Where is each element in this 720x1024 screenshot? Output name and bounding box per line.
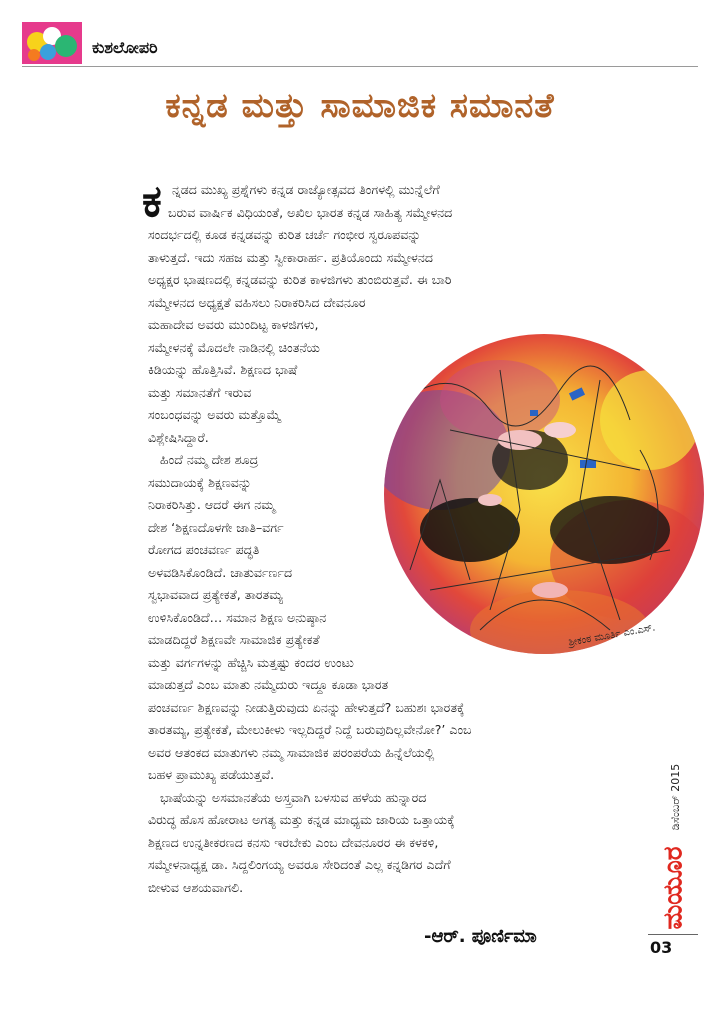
body-line: ಮತ್ತು ಸಮಾನತೆಗೆ ಇರುವ (148, 384, 252, 400)
article-author: -ಆರ್. ಪೂರ್ಣಿಮಾ (424, 926, 537, 947)
magazine-logo (652, 842, 696, 934)
body-line: ಭಾಷೆಯನ್ನು ಅಸಮಾನತೆಯ ಅಸ್ತ್ರವಾಗಿ ಬಳಸುವ ಹಳೆಯ ಹುನ್ನಾರದ (160, 789, 427, 805)
body-line: ಅವರ ಆತಂಕದ ಮಾತುಗಳು ನಮ್ಮ ಸಾಮಾಜಿಕ ಪರಂಪರೆಯ ಹಿನ್ನೆಲೆಯಲ್ಲಿ (148, 744, 435, 760)
body-line: ಶಿಕ್ಷಣದ ಉನ್ನತೀಕರಣದ ಕನಸು ಇರಬೇಕು ಎಂಬ ದೇವನೂರರ ಈ ಕಳಕಳಿ, (148, 834, 439, 850)
body-line: ಕಿಡಿಯನ್ನು ಹೊತ್ತಿಸಿವೆ. ಶಿಕ್ಷಣದ ಭಾಷೆ (148, 362, 298, 377)
article-title: ಕನ್ನಡ ಮತ್ತು ಸಾಮಾಜಿಕ ಸಮಾನತೆ (165, 86, 555, 126)
section-label: ಕುಶಲೋಪರಿ (92, 38, 158, 57)
body-line: ಮಹಾದೇವ ಅವರು ಮುಂದಿಟ್ಟ ಕಾಳಜಿಗಳು, (148, 317, 319, 332)
body-line: ನ್ನಡದ ಮುಖ್ಯ ಪ್ರಶ್ನೆಗಳು ಕನ್ನಡ ರಾಜ್ಯೋತ್ಸವದ ತಿಂಗಳಲ್ಲಿ ಮುನ್ನೆಲೆಗೆ (172, 182, 440, 197)
page-number-rule (648, 934, 698, 935)
body-line: ರೋಗದ ಪಂಚವರ್ಣ ಪದ್ಧತಿ (148, 542, 260, 557)
issue-date: ಡಿಸೆಂಬರ್ 2015 (669, 763, 682, 831)
body-line: ಮಾಡದಿದ್ದರೆ ಶಿಕ್ಷಣವೇ ಸಾಮಾಜಿಕ ಪ್ರತ್ಯೇಕತೆ (148, 632, 320, 647)
svg-text:ಮಯೂರ: ಮಯೂರ (658, 846, 689, 930)
body-line: ಮತ್ತು ವರ್ಗಗಳನ್ನು ಹೆಚ್ಚಿಸಿ ಮತ್ತಷ್ಟು ಕಂದರ ಉಂಟು (148, 654, 354, 670)
body-line: ಸಂಬಂಧವನ್ನು ಅವರು ಮತ್ತೊಮ್ಮೆ (148, 407, 281, 422)
body-line: ತಾಳುತ್ತದೆ. ಇದು ಸಹಜ ಮತ್ತು ಸ್ವೀಕಾರಾರ್ಹ. ಪ್ರತಿಯೊಂದು ಸಮ್ಮೇಳನದ (148, 249, 433, 265)
body-line: ಸಮ್ಮೇಳನದ ಅಧ್ಯಕ್ಷತೆ ವಹಿಸಲು ನಿರಾಕರಿಸಿದ ದೇವನೂರ (148, 294, 366, 310)
body-line: ದೇಶ ‘ಶಿಕ್ಷಣದೊಳಗೇ ಜಾತಿ–ವರ್ಗ (148, 519, 284, 535)
body-line: ಅಳವಡಿಸಿಕೊಂಡಿದೆ. ಚಾತುರ್ವರ್ಣದ (148, 564, 293, 580)
body-line: ವಿಶ್ಲೇಷಿಸಿದ್ದಾರೆ. (148, 429, 209, 445)
abstract-illustration (380, 330, 708, 658)
body-line: ಸಮ್ಮೇಳನಕ್ಕೆ ಮೊದಲೇ ನಾಡಿನಲ್ಲಿ ಚಿಂತನೆಯ (148, 339, 320, 355)
body-line: ಸಮ್ಮೇಳನಾಧ್ಯಕ್ಷ ಡಾ. ಸಿದ್ದಲಿಂಗಯ್ಯ ಅವರೂ ಸೇರಿದಂತೆ ಎಲ್ಲ ಕನ್ನಡಿಗರ ಎದೆಗೆ (148, 857, 451, 872)
body-line: ತಾರತಮ್ಯ, ಪ್ರತ್ಯೇಕತೆ, ಮೇಲುಕೀಳು ಇಲ್ಲದಿದ್ದರೆ ನಿದ್ದೆ ಬರುವುದಿಲ್ಲವೇನೋ?’ ಎಂಬ (148, 722, 472, 737)
body-line: ಹಿಂದೆ ನಮ್ಮ ದೇಶ ಶೂದ್ರ (160, 452, 259, 467)
body-line: ಬೀಳುವ ಆಶಯವಾಗಲಿ. (148, 879, 244, 895)
body-line: ನಿರಾಕರಿಸಿತ್ತು. ಆದರೆ ಈಗ ನಮ್ಮ (148, 497, 275, 512)
illustration-credit: ಶ್ರೀಕಂಠ ಮೂರ್ತಿ ಎಂ.ಎಸ್. (567, 622, 657, 649)
body-line: ಬರುವ ವಾರ್ಷಿಕ ವಿಧಿಯಂತೆ, ಅಖಿಲ ಭಾರತ ಕನ್ನಡ ಸಾಹಿತ್ಯ ಸಮ್ಮೇಳನದ (168, 204, 453, 220)
body-line: ಉಳಿಸಿಕೊಂಡಿದೆ… ಸಮಾನ ಶಿಕ್ಷಣ ಅನುಷ್ಠಾನ (148, 609, 327, 625)
body-line: ಸ್ವಭಾವವಾದ ಪ್ರತ್ಯೇಕತೆ, ತಾರತಮ್ಯ (148, 587, 283, 602)
body-line: ಪಂಚವರ್ಣ ಶಿಕ್ಷಣವನ್ನು ನೀಡುತ್ತಿರುವುದು ಏನನ್ನು ಹೇಳುತ್ತದೆ? ಬಹುಶಃ ಭಾರತಕ್ಕೆ (148, 699, 465, 715)
body-line: ಸಮುದಾಯಕ್ಕೆ ಶಿಕ್ಷಣವನ್ನು (148, 474, 252, 490)
drop-cap: ಕ (142, 176, 162, 227)
body-line: ವಿರುದ್ಧ ಹೊಸ ಹೋರಾಟ ಅಗತ್ಯ ಮತ್ತು ಕನ್ನಡ ಮಾಧ್ಯಮ ಜಾರಿಯ ಒತ್ತಾಯಕ್ಕೆ (148, 812, 455, 827)
page-number: 03 (650, 938, 673, 957)
body-line: ಅಧ್ಯಕ್ಷರ ಭಾಷಣದಲ್ಲಿ ಕನ್ನಡವನ್ನು ಕುರಿತ ಕಾಳಜಿಗಳು ತುಂಬಿರುತ್ತವೆ. ಈ ಬಾರಿ (148, 272, 452, 287)
body-line: ಮಾಡುತ್ತದೆ ಎಂಬ ಮಾತು ನಮ್ಮೆದುರು ಇದ್ದೂ ಕೂಡಾ ಭಾರತ (148, 677, 389, 692)
body-line: ಬಹಳ ಪ್ರಾಮುಖ್ಯ ಪಡೆಯುತ್ತವೆ. (148, 767, 275, 782)
body-line: ಸಂದರ್ಭದಲ್ಲಿ ಕೂಡ ಕನ್ನಡವನ್ನು ಕುರಿತ ಚರ್ಚೆ ಗಂಭೀರ ಸ್ವರೂಪವನ್ನು (148, 227, 421, 242)
